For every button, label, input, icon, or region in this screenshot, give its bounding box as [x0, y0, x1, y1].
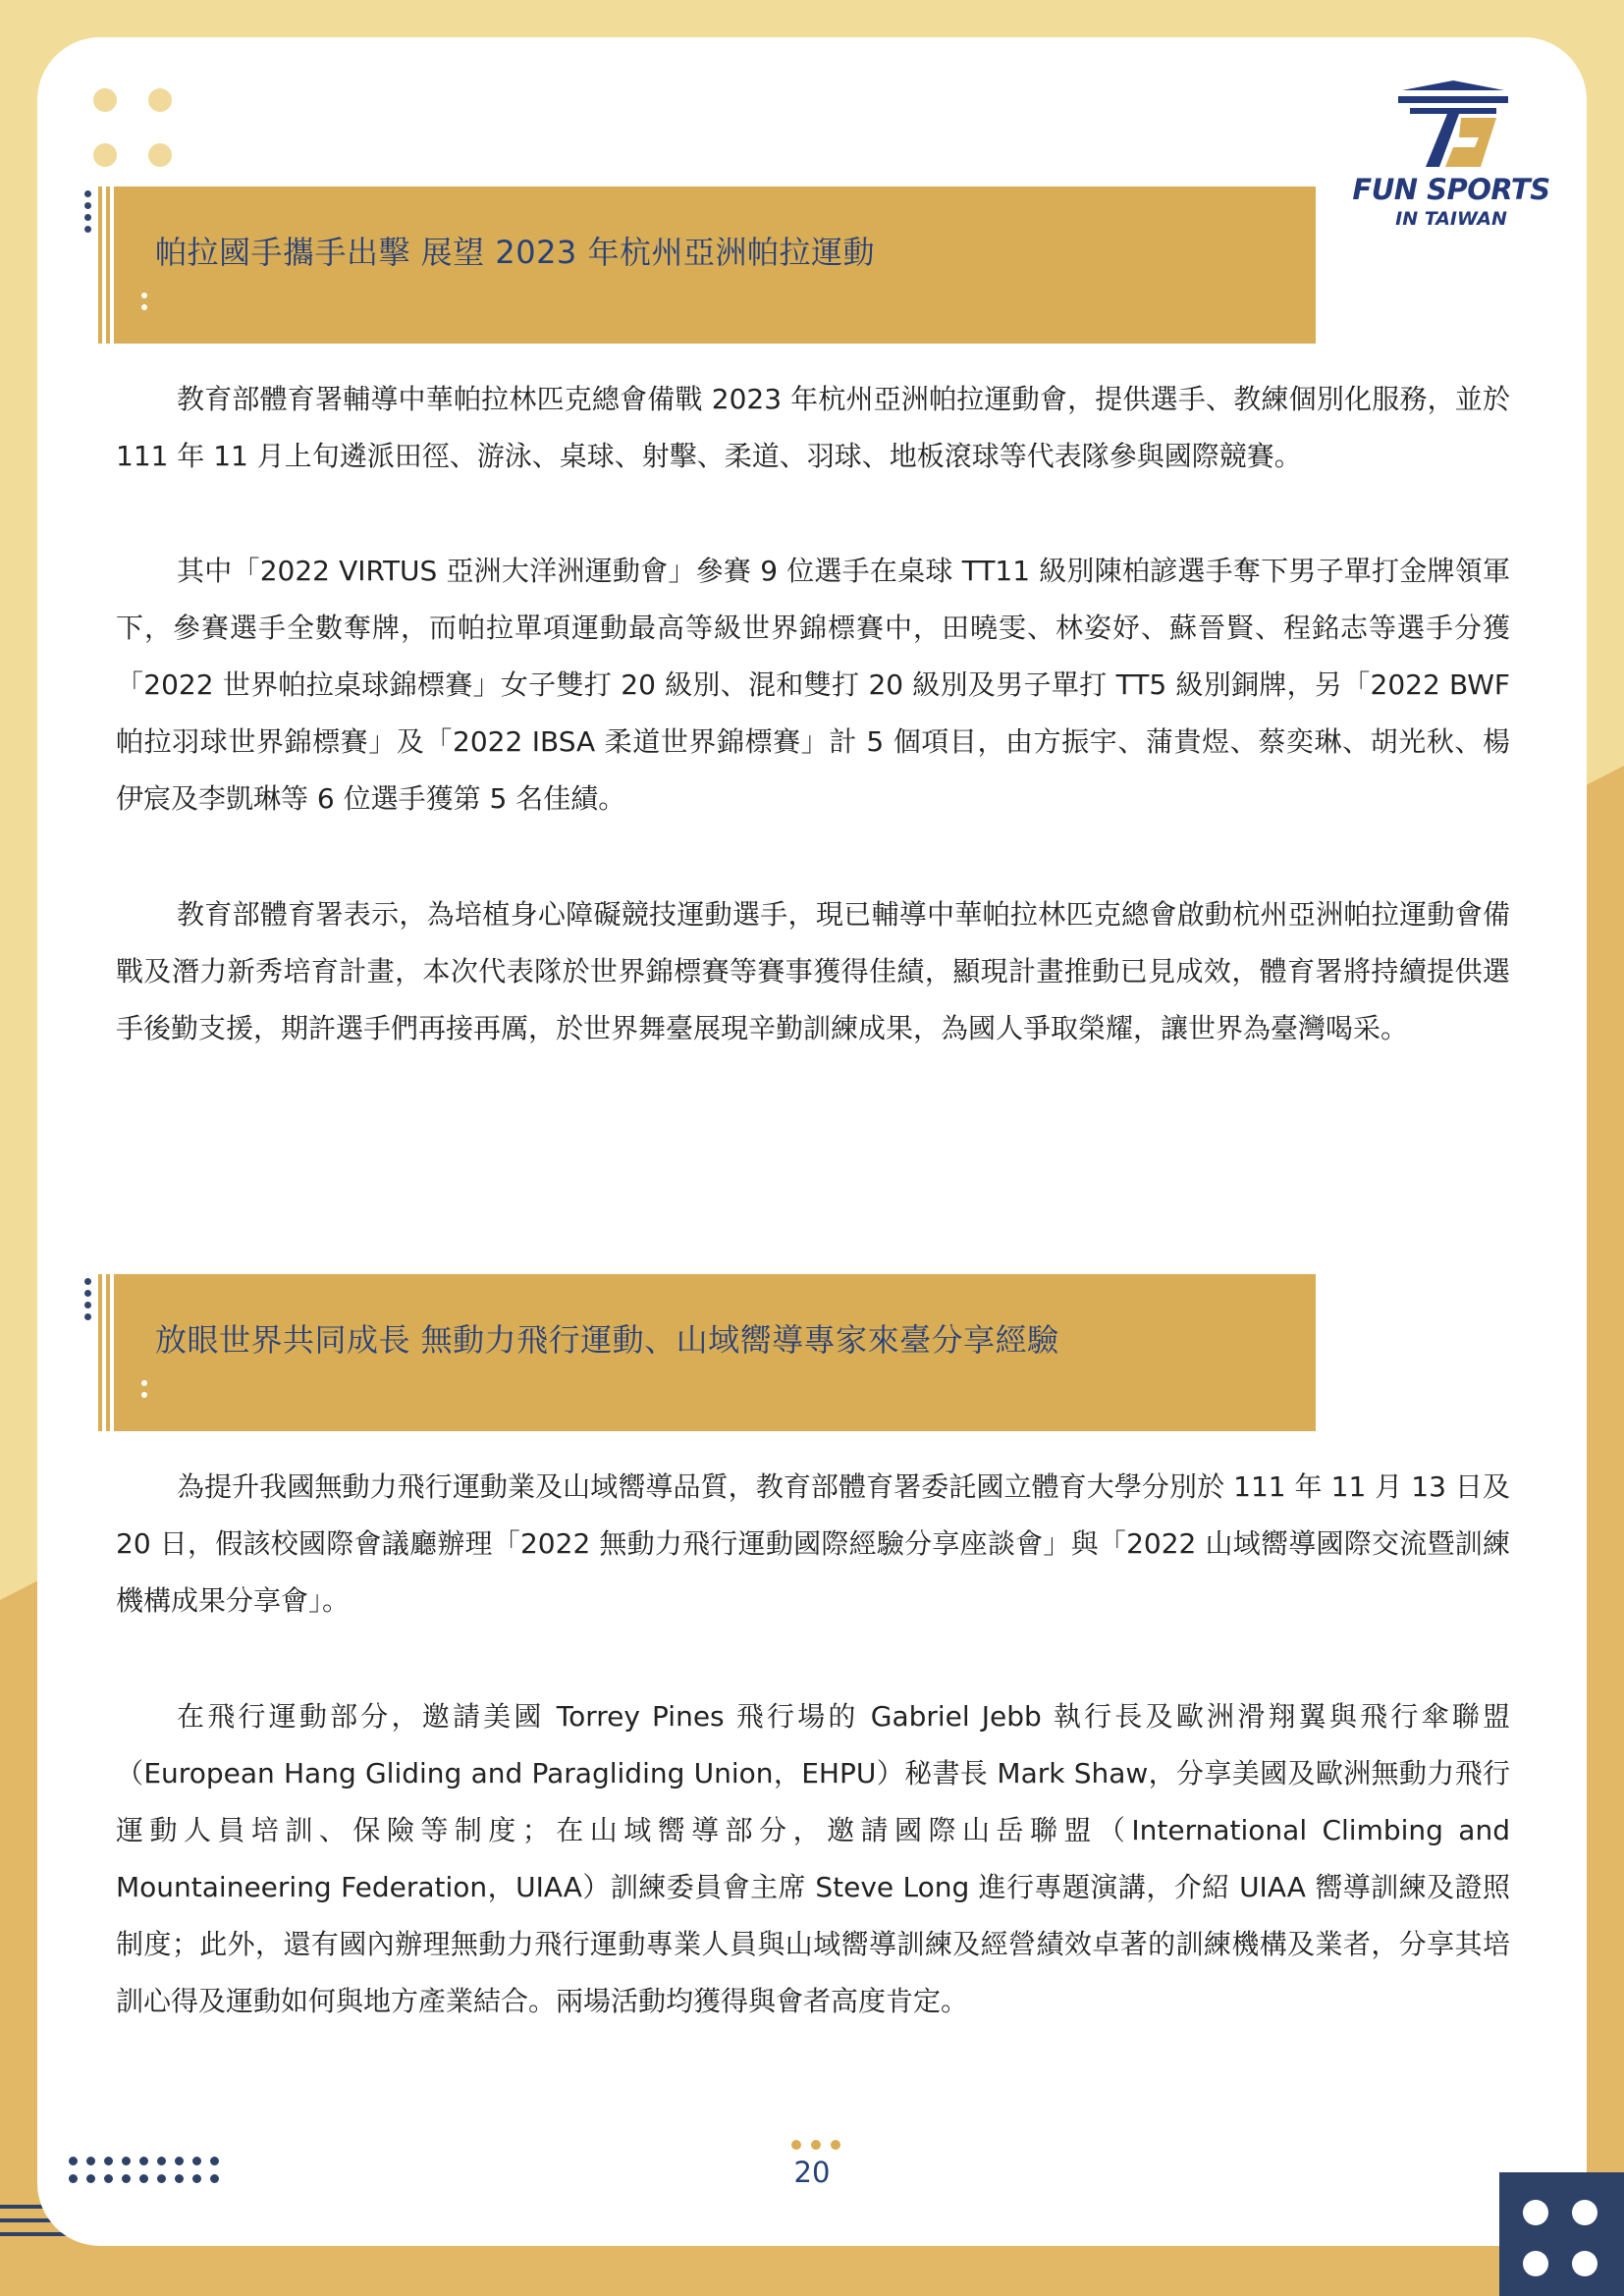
banner-dot-icon — [141, 293, 147, 298]
corner-dots-box — [1499, 2172, 1624, 2296]
logo-title: FUN SPORTS — [1352, 173, 1550, 206]
logo-subtitle: IN TAIWAN — [1395, 208, 1507, 230]
section-1-title: 帕拉國手攜手出擊 展望 2023 年杭州亞洲帕拉運動 — [155, 234, 875, 271]
banner-accent-lines — [98, 187, 112, 344]
fun-sports-logo — [1343, 69, 1559, 236]
page-number-dots-icon — [791, 2140, 850, 2150]
section-1-paragraph-1: 教育部體育署輔導中華帕拉林匹克總會備戰 2023 年杭州亞洲帕拉運動會，提供選手、教練個別化服務，並於 111 年 11 月上旬遴派田徑、游泳、桌球、射擊、柔道、羽球、地板滾球等代表隊參與國際競賽。 — [116, 383, 1510, 472]
section-1-banner — [98, 187, 1316, 344]
section-2-paragraph-1: 為提升我國無動力飛行運動業及山域嚮導品質，教育部體育署委託國立體育大學分別於 111 年 11 月 13 日及 20 日，假該校國際會議廳辦理「2022 無動力飛行運動國際經驗分享座談會」與「2022 山域嚮導國際交流暨訓練機構成果分享會」。 — [116, 1470, 1510, 1617]
section-2-title: 放眼世界共同成長 無動力飛行運動、山域嚮導專家來臺分享經驗 — [155, 1321, 1059, 1359]
banner-box — [114, 1274, 1316, 1431]
vertical-dots-icon — [84, 1278, 92, 1325]
page-number: 20 — [793, 2156, 831, 2189]
decorative-dots-icon — [93, 88, 182, 177]
section-1-paragraph-3: 教育部體育署表示，為培植身心障礙競技運動選手，現已輔導中華帕拉林匹克總會啟動杭州亞洲帕拉運動會備戰及潛力新秀培育計畫，本次代表隊於世界錦標賽等賽事獲得佳績，顯現計畫推動已見成效，體育署將持續提供選手後勤支援，期許選手們再接再厲，於世界舞臺展現辛勤訓練成果，為國人爭取榮耀，讓世界為臺灣喝采。 — [116, 898, 1510, 1044]
banner-box — [114, 187, 1316, 344]
banner-accent-lines — [98, 1274, 112, 1431]
section-2-paragraph-2: 在飛行運動部分，邀請美國 Torrey Pines 飛行場的 Gabriel Jebb 執行長及歐洲滑翔翼與飛行傘聯盟（European Hang Gliding and Paragliding Union，EHPU）秘書長 Mark Shaw，分享美國及歐洲無動力飛行運動人員培訓、保險等制度；在山域嚮導部分，邀請國際山岳聯盟（International Climbing and Mountaineering Federation，UIAA）訓練委員會主席 Steve Long 進行專題演講，介紹 UIAA 嚮導訓練及證照制度；此外，還有國內辦理無動力飛行運動專業人員與山域嚮導訓練及經營績效卓著的訓練機構及業者，分享其培訓心得及運動如何與地方產業結合。兩場活動均獲得與會者高度肯定。 — [116, 1700, 1510, 2017]
vertical-dots-icon — [84, 190, 92, 238]
fun-sports-logo-icon — [1343, 69, 1559, 171]
banner-dot-icon — [141, 1392, 147, 1398]
section-2-banner — [98, 1274, 1316, 1431]
banner-dot-icon — [141, 304, 147, 310]
banner-dot-icon — [141, 1380, 147, 1386]
section-1-paragraph-2: 其中「2022 VIRTUS 亞洲大洋洲運動會」參賽 9 位選手在桌球 TT11 級別陳柏諺選手奪下男子單打金牌領軍下，參賽選手全數奪牌，而帕拉單項運動最高等級世界錦標賽中，田曉雯、林姿妤、蘇晉賢、程銘志等選手分獲「2022 世界帕拉桌球錦標賽」女子雙打 20 級別、混和雙打 20 級別及男子單打 TT5 級別銅牌，另「2022 BWF 帕拉羽球世界錦標賽」及「2022 IBSA 柔道世界錦標賽」計 5 個項目，由方振宇、蒲貴煜、蔡奕琳、胡光秋、楊伊宸及李凱琳等 6 位選手獲第 5 名佳績。 — [116, 555, 1510, 815]
footer-dots-icon — [69, 2157, 226, 2196]
